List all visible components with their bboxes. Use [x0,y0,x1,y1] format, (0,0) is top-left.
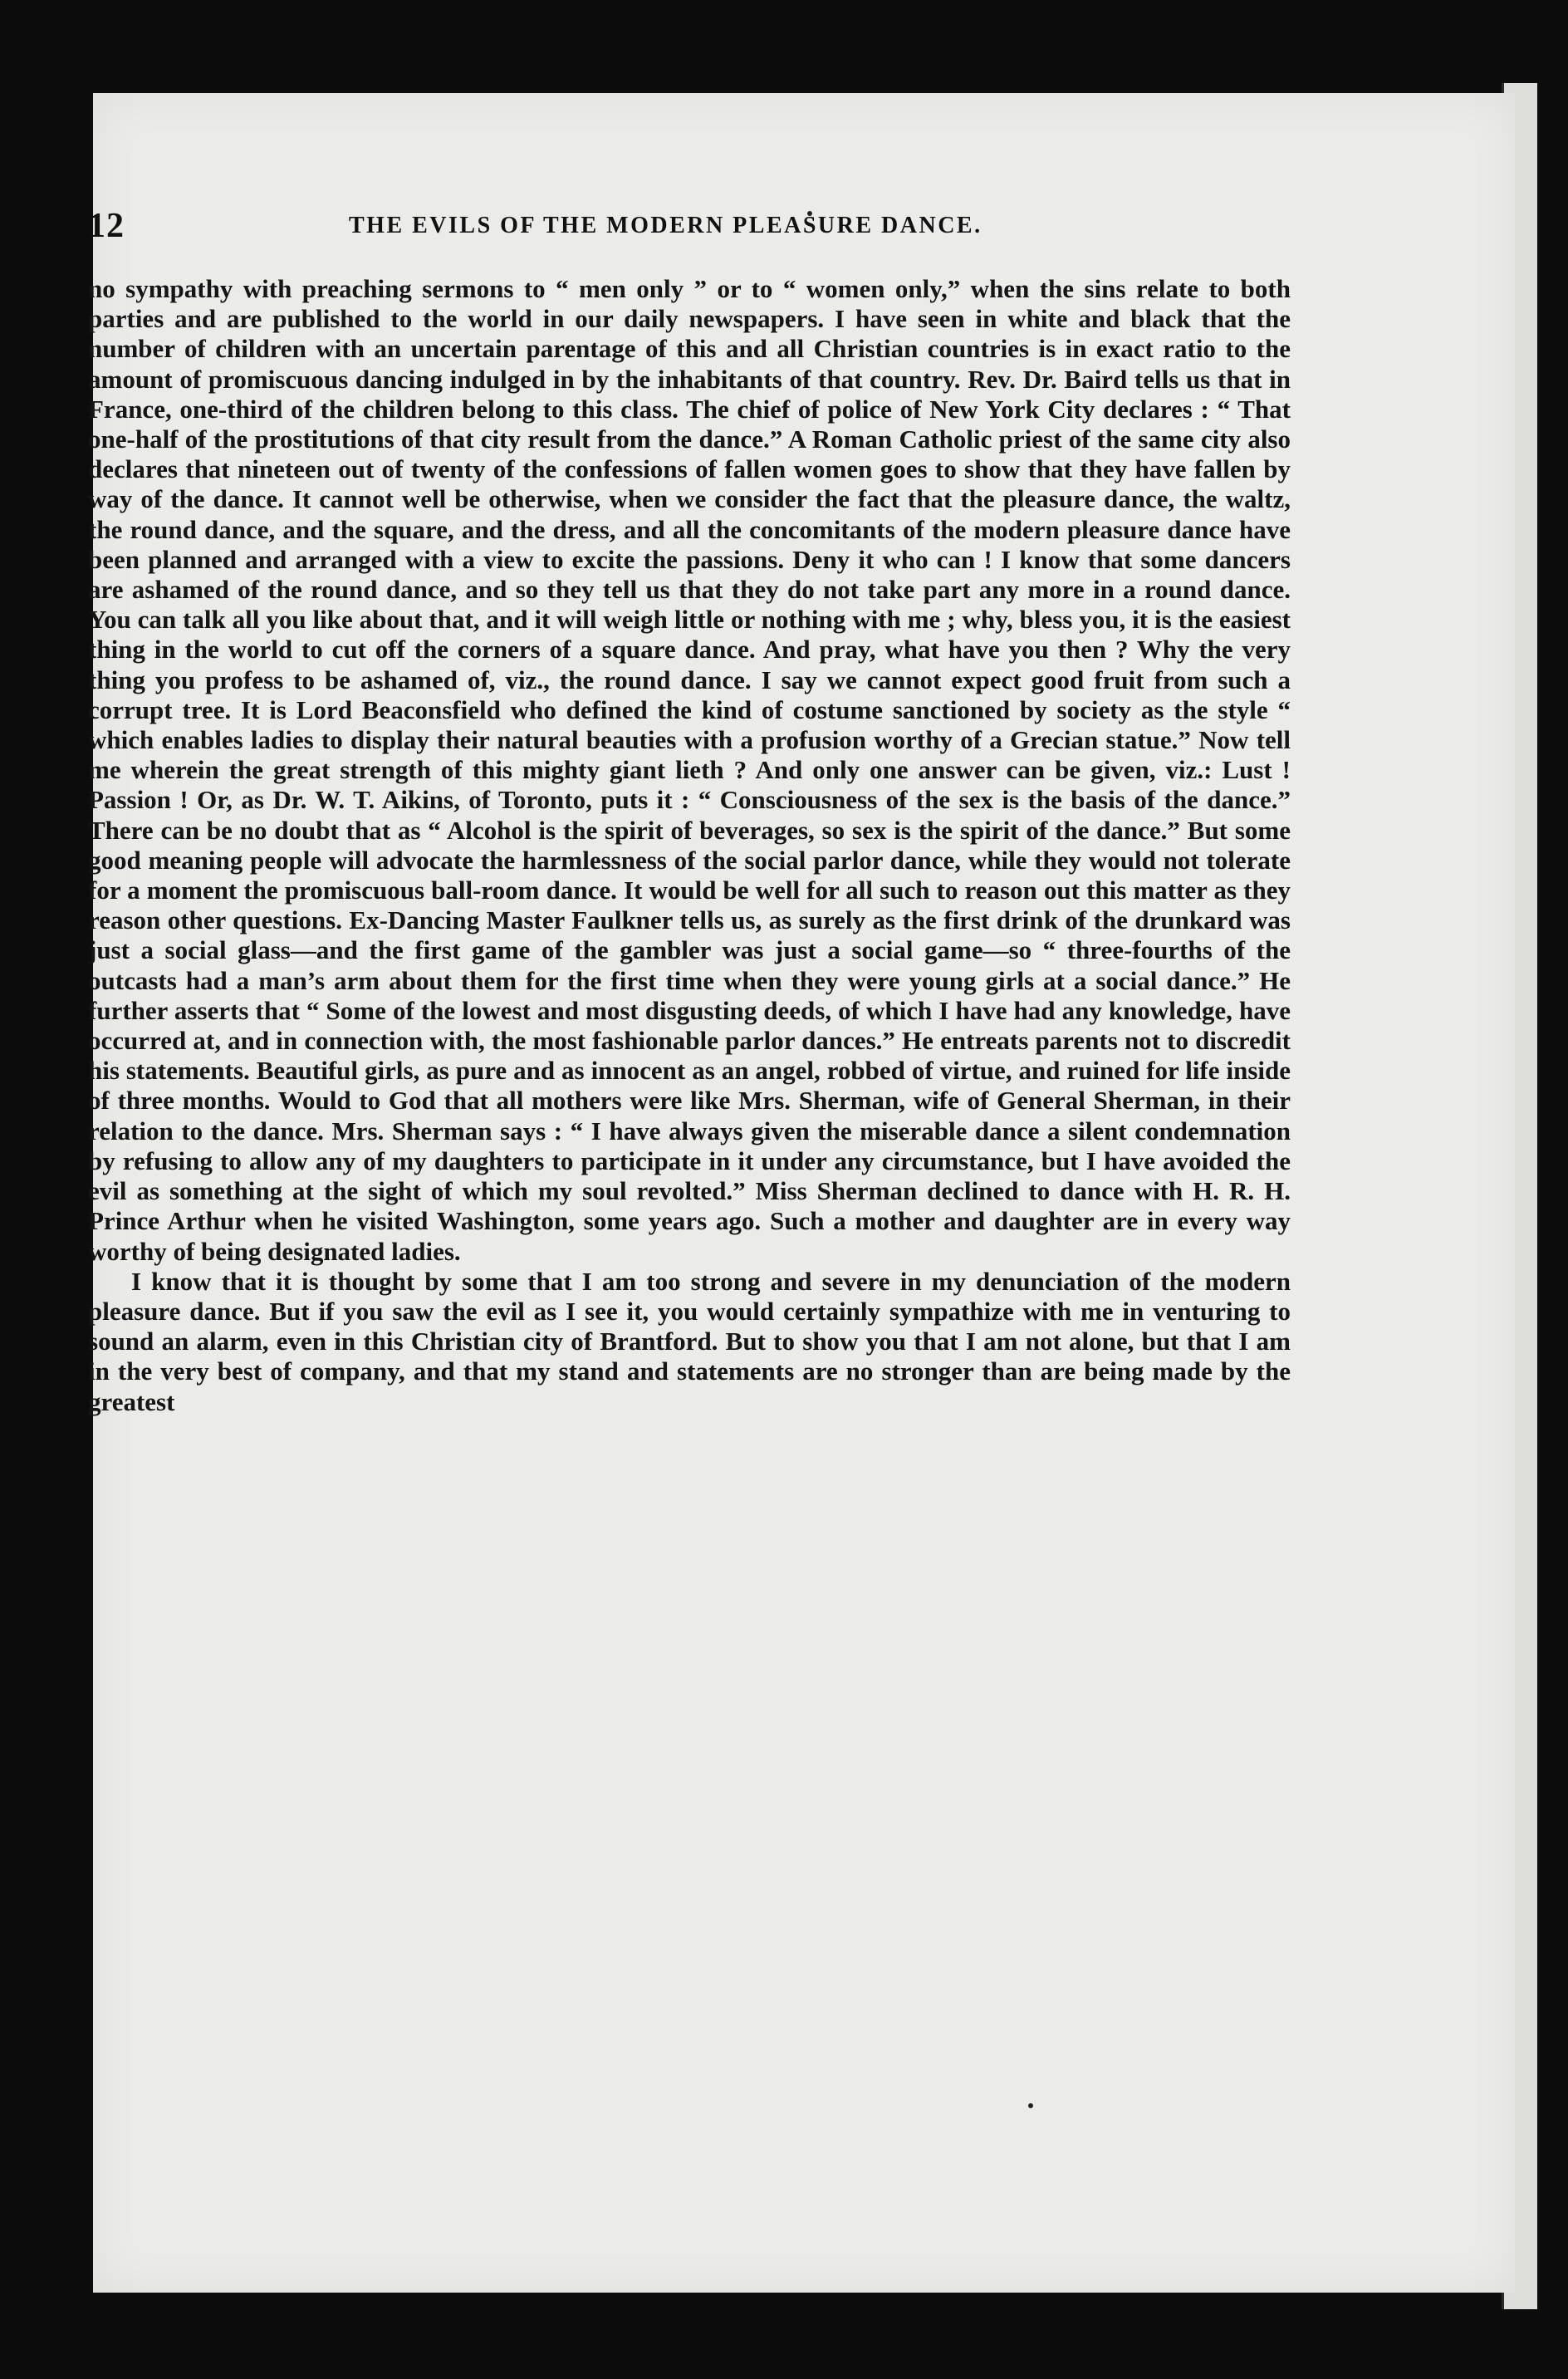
body-text [88,274,1291,1417]
paragraph: I know that it is thought by some that I am too strong and severe in my denunciation of the modern pleasure dance. But if you saw the evil as I see it, you would certainly sympathize with me in venturing to sound an alarm, even in this Christian city of Brantford. But to show you that I am not alone, but that I am in the very best of company, and that my stand and statements are no stronger than are being made by the greatest [88,1266,1291,1416]
page-header [88,206,1301,256]
paragraph: no sympathy with preaching sermons to “ men only ” or to “ women only,” when the sins relate to both parties and are published to the world in our daily newspapers. I have seen in white and black that the number of children with an uncertain parentage of this and all Christian countries is in exact ratio to the amount of promiscuous dancing indulged in by the inhabitants of that country. Rev. Dr. Baird tells us that in France, one-third of the children belong to this class. The chief of police of New York City declares : “ That one-half of the prostitutions of that city result from the dance.” A Roman Catholic priest of the same city also declares that nineteen out of twenty of the confessions of fallen women goes to show that they have fallen by way of the dance. It cannot well be otherwise, when we consider the fact that the pleasure dance, the waltz, the round dance, and the square, and the dress, and all the concomitants of the modern pleasure dance have been planned and arranged with a view to excite the passions. Deny it who can ! I know that some dancers are ashamed of the round dance, and so they tell us that they do not take part any more in a round dance. You can talk all you like about that, and it will weigh little or nothing with me ; why, bless you, it is the easiest thing in the world to cut off the corners of a square dance. And pray, what have you then ? Why the very thing you profess to be ashamed of, viz., the round dance. I say we cannot expect good fruit from such a corrupt tree. It is Lord Beaconsfield who defined the kind of costume sanctioned by society as the style “ which enables ladies to display their natural beauties with a profusion worthy of a Grecian statue.” Now tell me wherein the great strength of this mighty giant lieth ? And only one answer can be given, viz.: Lust ! Passion ! Or, as Dr. W. T. Aikins, of Toronto, puts it : “ Consciousness of the sex is the basis of the dance.” There can be no doubt that as “ Alcohol is the spirit of beverages, so sex is the spirit of the dance.” But some good meaning people will advocate the harmlessness of the social parlor dance, while they would not tolerate for a moment the promiscuous ball-room dance. It would be well for all such to reason out this matter as they reason other questions. Ex-Dancing Master Faulkner tells us, as surely as the first drink of the drunkard was just a social glass—and the first game of the gambler was just a social game—so “ three-fourths of the outcasts had a man’s arm about them for the first time when they were young girls at a social dance.” He further asserts that “ Some of the lowest and most disgusting deeds, of which I have had any knowledge, have occurred at, and in connection with, the most fashionable parlor dances.” He entreats parents not to discredit his statements. Beautiful girls, as pure and as innocent as an angel, robbed of virtue, and ruined for life inside of three months. Would to God that all mothers were like Mrs. Sherman, wife of General Sherman, in their relation to the dance. Mrs. Sherman says : “ I have always given the miserable dance a silent condemnation by refusing to allow any of my daughters to participate in it under any circumstance, but I have avoided the evil as something at the sight of which my soul revolted.” Miss Sherman declined to dance with H. R. H. Prince Arthur when he visited Washington, some years ago. Such a mother and daughter are in every way worthy of being designated ladies. [88,274,1291,1266]
scan-speck [1028,2103,1033,2108]
running-title: THE EVILS OF THE MODERN PLEASURE DANCE. [349,213,982,238]
page-number: 12 [88,207,125,245]
